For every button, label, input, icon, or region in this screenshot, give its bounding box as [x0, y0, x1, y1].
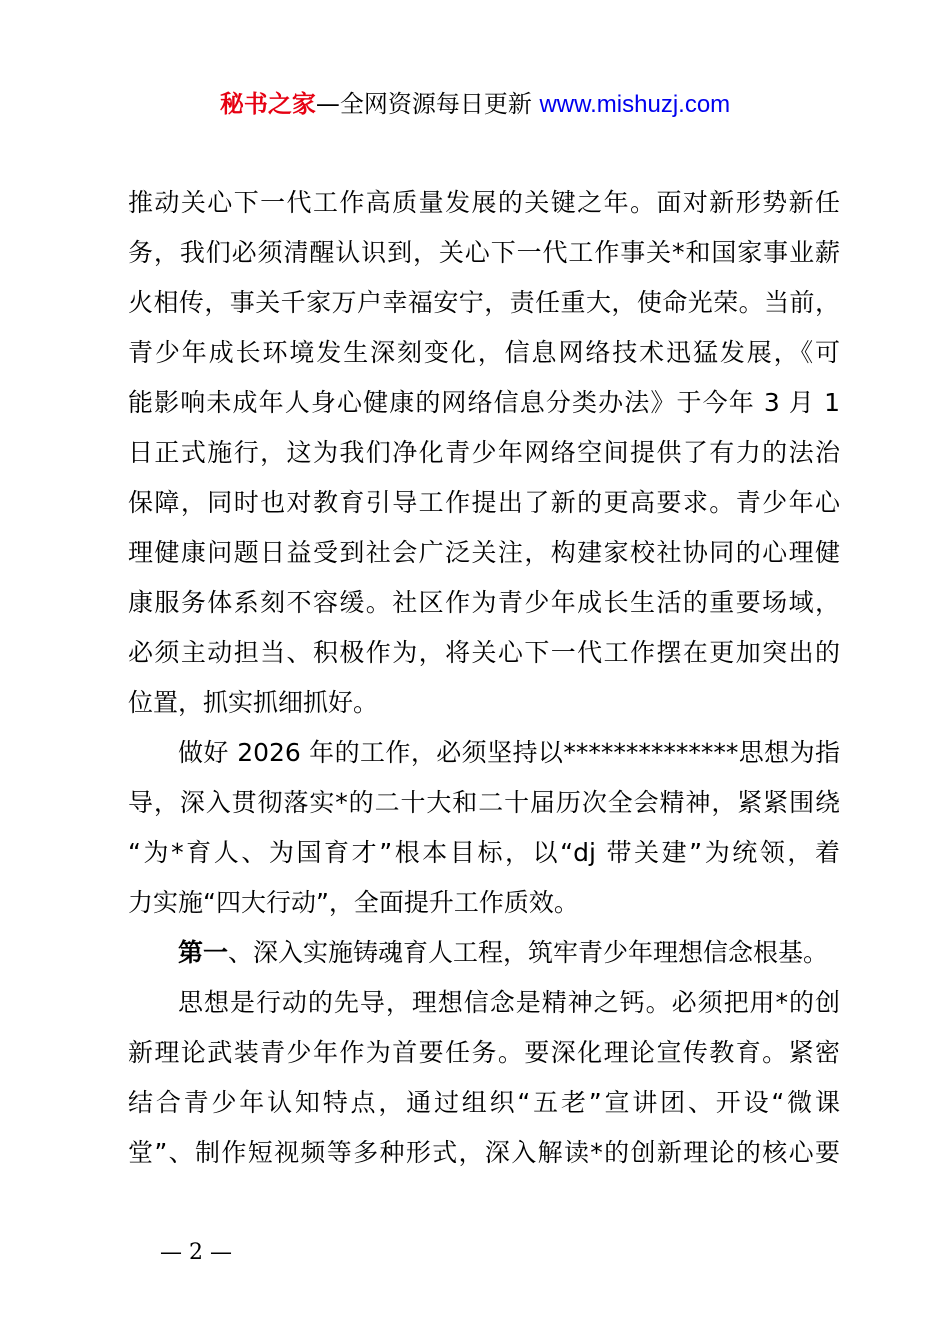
site-url-link[interactable]: www.mishuzj.com	[539, 91, 731, 118]
text-line: 火相传，事关千家万户幸福安宁，责任重大，使命光荣。当前，	[128, 288, 840, 317]
text-line: 堂”、制作短视频等多种形式，深入解读*的创新理论的核心要	[128, 1138, 840, 1167]
text-line: 理健康问题日益受到社会广泛关注，构建家校社协同的心理健	[128, 538, 840, 567]
section-heading-text: 、深入实施铸魂育人工程，筑牢青少年理想信念根基。	[228, 938, 829, 967]
text-line: 青少年成长环境发生深刻变化，信息网络技术迅猛发展，《可	[128, 338, 840, 367]
text-line: 位置，抓实抓细抓好。	[128, 688, 379, 717]
brand-name: 秘书之家	[219, 90, 316, 118]
text-line: 导，深入贯彻落实*的二十大和二十届历次全会精神，紧紧围绕	[128, 788, 840, 817]
page-header	[0, 88, 950, 121]
text-line: 推动关心下一代工作高质量发展的关键之年。面对新形势新任	[128, 188, 840, 217]
paragraph-2	[128, 728, 840, 928]
document-body	[128, 178, 840, 1178]
header-tagline: —全网资源每日更新	[315, 90, 532, 118]
paragraph-4	[128, 978, 840, 1178]
text-line: 力实施“四大行动”，全面提升工作质效。	[128, 888, 579, 917]
text-line: “为*育人、为国育才”根本目标，以“dj 带关建”为统领，着	[128, 838, 840, 867]
text-line: 思想是行动的先导，理想信念是精神之钙。必须把用*的创	[178, 988, 840, 1017]
text-line: 能影响未成年人身心健康的网络信息分类办法》于今年 3 月 1	[128, 388, 840, 417]
page-number: — 2 —	[160, 1240, 232, 1265]
paragraph-1	[128, 178, 840, 728]
section-lead: 第一	[178, 938, 229, 967]
text-line: 做好 2026 年的工作，必须坚持以**************思想为指	[178, 738, 840, 767]
text-line: 务，我们必须清醒认识到，关心下一代工作事关*和国家事业薪	[128, 238, 840, 267]
text-line: 康服务体系刻不容缓。社区作为青少年成长生活的重要场域，	[128, 588, 840, 617]
text-line: 必须主动担当、积极作为，将关心下一代工作摆在更加突出的	[128, 638, 840, 667]
text-line: 新理论武装青少年作为首要任务。要深化理论宣传教育。紧密	[128, 1038, 840, 1067]
text-line: 保障，同时也对教育引导工作提出了新的更高要求。青少年心	[128, 488, 840, 517]
text-line: 日正式施行，这为我们净化青少年网络空间提供了有力的法治	[128, 438, 840, 467]
section-heading-line	[128, 928, 840, 978]
paragraph-3-heading	[128, 928, 840, 978]
text-line: 结合青少年认知特点，通过组织“五老”宣讲团、开设“微课	[128, 1088, 840, 1117]
